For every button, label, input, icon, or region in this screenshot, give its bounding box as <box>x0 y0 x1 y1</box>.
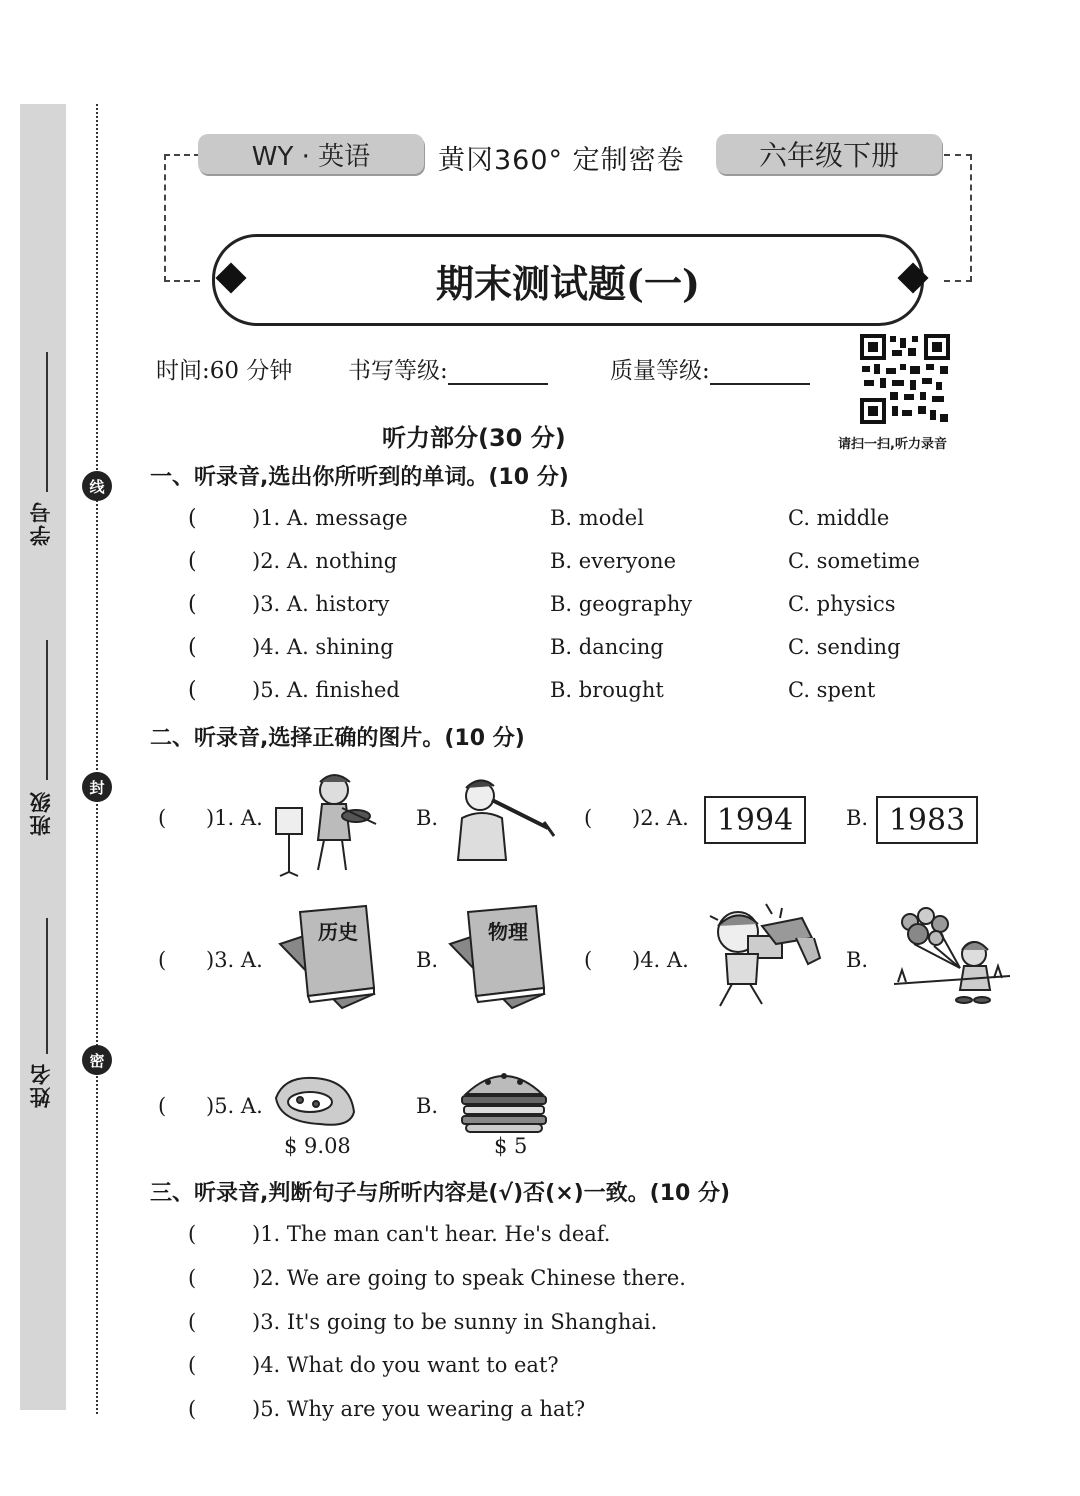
s3-q4-paren[interactable]: ( <box>188 1353 197 1377</box>
book-label-history: 历史 <box>318 920 358 944</box>
s1-q3-b: B. geography <box>550 592 693 616</box>
s2-q4-label: )4. A. <box>632 948 689 972</box>
list-item <box>188 592 197 617</box>
s2-q2-label: )2. A. <box>632 806 689 830</box>
list-item <box>188 549 197 574</box>
listening-title: 听力部分(30 分) <box>382 424 566 452</box>
mark-secret: 密 <box>82 1045 112 1075</box>
s1-q5-b: B. brought <box>550 678 664 702</box>
book-label-physics: 物理 <box>488 920 528 944</box>
s2-q4-paren[interactable]: ( <box>584 948 593 972</box>
clarinet-player-icon[interactable] <box>452 772 556 862</box>
s3-q2-text: )2. We are going to speak Chinese there. <box>252 1266 686 1290</box>
student-no-label: 学号 <box>29 500 53 546</box>
section1-heading: 一、听录音,选出你所听到的单词。(10 分) <box>150 465 569 490</box>
binding-strip <box>20 104 66 1410</box>
s2-q2-b-label: B. <box>846 806 869 830</box>
answer-paren[interactable]: ( <box>188 549 197 574</box>
qr-code-icon[interactable] <box>860 334 950 424</box>
list-item <box>188 678 197 703</box>
s2-q5-b-label: B. <box>416 1094 439 1118</box>
s1-q4-c: C. sending <box>788 635 901 659</box>
s1-q2-b: B. everyone <box>550 549 676 573</box>
class-label: 班级 <box>29 790 53 836</box>
s3-q3-paren[interactable]: ( <box>188 1310 197 1334</box>
class-line <box>46 640 48 780</box>
section2-heading: 二、听录音,选择正确的图片。(10 分) <box>150 726 525 751</box>
s2-q1-label: )1. A. <box>206 806 263 830</box>
s3-q4-text: )4. What do you want to eat? <box>252 1353 559 1377</box>
s2-q2-paren[interactable]: ( <box>584 806 593 830</box>
s2-q3-paren[interactable]: ( <box>158 948 167 972</box>
s1-q5-c: C. spent <box>788 678 876 702</box>
s1-q3-c: C. physics <box>788 592 896 616</box>
burger-icon[interactable] <box>458 1064 550 1134</box>
s3-q2-paren[interactable]: ( <box>188 1266 197 1290</box>
answer-paren[interactable]: ( <box>188 678 197 703</box>
mark-seal: 封 <box>82 772 112 802</box>
section3-heading: 三、听录音,判断句子与所听内容是(√)否(×)一致。(10 分) <box>150 1181 731 1206</box>
subject-pill: WY · 英语 <box>198 134 424 174</box>
list-item <box>188 506 197 531</box>
binding-dotted-line <box>96 104 98 1414</box>
s3-q5-paren[interactable]: ( <box>188 1397 197 1421</box>
s1-q2-c: C. sometime <box>788 549 920 573</box>
quality-grade-label: 质量等级: <box>610 358 710 384</box>
s3-q1-paren[interactable]: ( <box>188 1222 197 1246</box>
price-bread: $ 9.08 <box>284 1134 351 1158</box>
name-line <box>46 918 48 1054</box>
girl-with-balloons-icon[interactable] <box>890 904 1014 1010</box>
quality-grade-blank[interactable] <box>710 383 810 385</box>
year-1994-option[interactable]: 1994 <box>704 796 806 844</box>
writing-grade-blank[interactable] <box>448 383 548 385</box>
title-banner <box>212 234 924 326</box>
s2-q1-paren[interactable]: ( <box>158 806 167 830</box>
s1-q4-b: B. dancing <box>550 635 664 659</box>
s1-q3-a: )3. A. history <box>252 592 390 616</box>
s1-q4-a: )4. A. shining <box>252 635 394 659</box>
writing-grade <box>348 352 548 385</box>
header-dash-frame-right <box>944 154 972 282</box>
mark-line: 线 <box>82 471 112 501</box>
answer-paren[interactable]: ( <box>188 592 197 617</box>
header-dash-frame-left <box>164 154 200 282</box>
s2-q3-b-label: B. <box>416 948 439 972</box>
s2-q4-b-label: B. <box>846 948 869 972</box>
s1-q5-a: )5. A. finished <box>252 678 400 702</box>
name-label: 姓名 <box>29 1062 53 1108</box>
s1-q2-a: )2. A. nothing <box>252 549 398 573</box>
answer-paren[interactable]: ( <box>188 506 197 531</box>
s3-q3-text: )3. It's going to be sunny in Shanghai. <box>252 1310 658 1334</box>
brand-text: 黄冈360° 定制密卷 <box>438 145 685 176</box>
s1-q1-c: C. middle <box>788 506 890 530</box>
exam-title: 期末测试题(一) <box>436 260 700 306</box>
quality-grade <box>610 352 810 385</box>
answer-paren[interactable]: ( <box>188 635 197 660</box>
s2-q5-paren[interactable]: ( <box>158 1094 167 1118</box>
s1-q1-a: )1. A. message <box>252 506 408 530</box>
s3-q5-text: )5. Why are you wearing a hat? <box>252 1397 586 1421</box>
bread-icon[interactable] <box>270 1072 358 1132</box>
s2-q3-label: )3. A. <box>206 948 263 972</box>
student-no-line <box>46 352 48 492</box>
grade-pill: 六年级下册 <box>716 134 942 174</box>
boy-carrying-gifts-icon[interactable] <box>702 898 832 1010</box>
s3-q1-text: )1. The man can't hear. He's deaf. <box>252 1222 611 1246</box>
s2-q5-label: )5. A. <box>206 1094 263 1118</box>
year-1983-option[interactable]: 1983 <box>876 796 978 844</box>
violin-player-icon[interactable] <box>272 768 382 878</box>
qr-caption: 请扫一扫,听力录音 <box>838 437 947 452</box>
time-label: 时间:60 分钟 <box>156 358 293 384</box>
list-item <box>188 635 197 660</box>
writing-grade-label: 书写等级: <box>348 358 448 384</box>
s1-q1-b: B. model <box>550 506 644 530</box>
s2-q1-b-label: B. <box>416 806 439 830</box>
price-burger: $ 5 <box>494 1134 528 1158</box>
